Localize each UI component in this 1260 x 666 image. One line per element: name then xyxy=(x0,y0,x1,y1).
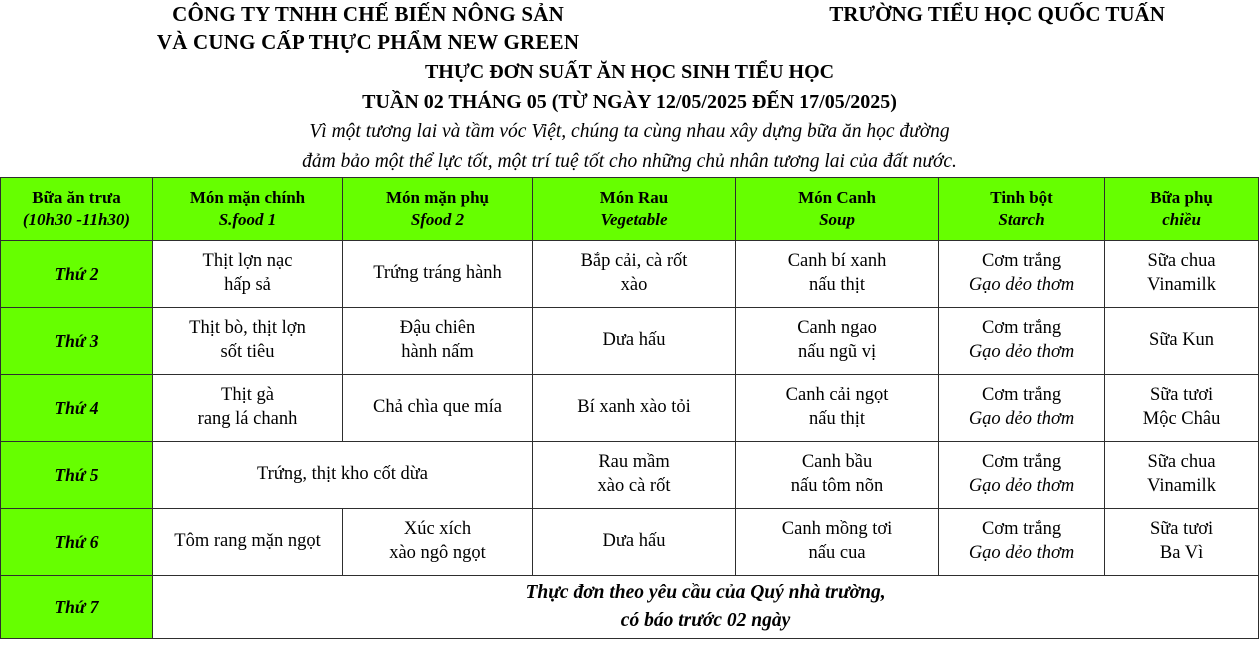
column-header-snack-main: Bữa phụ xyxy=(1150,188,1213,208)
cell-soup: Canh ngao nấu ngũ vị xyxy=(736,308,939,375)
column-header-meal-time-main: Bữa ăn trưa xyxy=(32,188,121,208)
cell-vegetable: Dưa hấu xyxy=(533,509,736,576)
column-header-vegetable-main: Món Rau xyxy=(599,188,669,208)
day-label: Thứ 7 xyxy=(1,576,153,639)
cell-sfood2: Chả chìa que mía xyxy=(343,375,533,442)
cell-vegetable: Bắp cải, cà rốt xào xyxy=(533,241,736,308)
cell-sfood1: Thịt bò, thịt lợn sốt tiêu xyxy=(153,308,343,375)
cell-starch-main: Cơm trắng xyxy=(981,519,1062,540)
column-header-starch xyxy=(939,178,1105,241)
document-title: THỰC ĐƠN SUẤT ĂN HỌC SINH TIỂU HỌC xyxy=(424,60,835,83)
day-label: Thứ 3 xyxy=(1,308,153,375)
column-header-sfood2-sub: Sfood 2 xyxy=(410,210,465,230)
column-header-meal-time-sub: (10h30 -11h30) xyxy=(22,210,131,230)
cell-soup: Canh bí xanh nấu thịt xyxy=(736,241,939,308)
table-row xyxy=(1,509,1259,576)
cell-starch xyxy=(939,308,1105,375)
saturday-note-line1: Thực đơn theo yêu cầu của Quý nhà trường, xyxy=(525,581,886,603)
column-header-snack xyxy=(1105,178,1259,241)
day-label: Thứ 2 xyxy=(1,241,153,308)
cell-soup: Canh cải ngọt nấu thịt xyxy=(736,375,939,442)
school-name: TRƯỜNG TIỂU HỌC QUỐC TUẤN xyxy=(829,2,1165,26)
cell-starch xyxy=(939,442,1105,509)
header-row-company2 xyxy=(1,28,1259,56)
cell-soup: Canh mồng tơi nấu cua xyxy=(736,509,939,576)
cell-snack: Sữa tươi Ba Vì xyxy=(1105,509,1259,576)
saturday-note xyxy=(153,576,1259,639)
cell-starch-sub: Gạo dẻo thơm xyxy=(968,476,1075,497)
cell-sfood1: Tôm rang mặn ngọt xyxy=(153,509,343,576)
column-header-soup xyxy=(736,178,939,241)
cell-main-dish-merged: Trứng, thịt kho cốt dừa xyxy=(153,442,533,509)
saturday-note-line2: có báo trước 02 ngày xyxy=(620,610,791,632)
table-row xyxy=(1,442,1259,509)
cell-soup: Canh bầu nấu tôm nõn xyxy=(736,442,939,509)
cell-starch-sub: Gạo dẻo thơm xyxy=(968,342,1075,363)
cell-snack: Sữa Kun xyxy=(1105,308,1259,375)
cell-starch xyxy=(939,375,1105,442)
column-header-meal-time xyxy=(1,178,153,241)
column-header-vegetable xyxy=(533,178,736,241)
day-label: Thứ 4 xyxy=(1,375,153,442)
cell-starch-sub: Gạo dẻo thơm xyxy=(968,543,1075,564)
day-label: Thứ 6 xyxy=(1,509,153,576)
week-range: TUẦN 02 THÁNG 05 (TỪ NGÀY 12/05/2025 ĐẾN 17/05/2025) xyxy=(362,90,897,113)
slogan-line2: đảm bảo một thể lực tốt, một trí tuệ tốt cho những chủ nhân tương lai của đất nước. xyxy=(302,150,957,172)
cell-snack: Sữa chua Vinamilk xyxy=(1105,442,1259,509)
column-header-sfood2 xyxy=(343,178,533,241)
column-header-sfood1 xyxy=(153,178,343,241)
cell-starch xyxy=(939,241,1105,308)
cell-starch-main: Cơm trắng xyxy=(981,318,1062,339)
company-name-line1: CÔNG TY TNHH CHẾ BIẾN NÔNG SẢN xyxy=(172,2,564,26)
cell-starch-sub: Gạo dẻo thơm xyxy=(968,275,1075,296)
cell-starch-main: Cơm trắng xyxy=(981,452,1062,473)
cell-starch xyxy=(939,509,1105,576)
cell-vegetable: Dưa hấu xyxy=(533,308,736,375)
column-header-starch-sub: Starch xyxy=(998,210,1045,230)
slogan-line1: Vì một tương lai và tầm vóc Việt, chúng ta cùng nhau xây dựng bữa ăn học đường xyxy=(309,120,950,142)
cell-starch-main: Cơm trắng xyxy=(981,385,1062,406)
column-header-vegetable-sub: Vegetable xyxy=(600,210,668,230)
cell-starch-main: Cơm trắng xyxy=(981,251,1062,272)
column-header-sfood2-main: Món mặn phụ xyxy=(386,188,489,208)
cell-vegetable: Bí xanh xào tỏi xyxy=(533,375,736,442)
column-header-starch-main: Tinh bột xyxy=(990,188,1053,208)
cell-sfood1: Thịt gà rang lá chanh xyxy=(153,375,343,442)
column-header-soup-main: Món Canh xyxy=(798,188,877,208)
header-row-company xyxy=(1,0,1259,28)
header-row-week xyxy=(1,87,1259,117)
column-header-sfood1-main: Món mặn chính xyxy=(189,188,306,208)
table-row-saturday xyxy=(1,576,1259,639)
cell-vegetable: Rau mầm xào cà rốt xyxy=(533,442,736,509)
column-header-soup-sub: Soup xyxy=(819,210,855,230)
header-row-slogan xyxy=(1,117,1259,178)
cell-sfood2: Xúc xích xào ngô ngọt xyxy=(343,509,533,576)
header-row-title xyxy=(1,57,1259,87)
table-row xyxy=(1,375,1259,442)
cell-sfood2: Đậu chiên hành nấm xyxy=(343,308,533,375)
slogan xyxy=(1,117,1259,178)
cell-starch-sub: Gạo dẻo thơm xyxy=(968,409,1075,430)
table-row xyxy=(1,241,1259,308)
column-header-snack-sub: chiều xyxy=(1162,210,1201,230)
cell-snack: Sữa tươi Mộc Châu xyxy=(1105,375,1259,442)
table-row xyxy=(1,308,1259,375)
cell-snack: Sữa chua Vinamilk xyxy=(1105,241,1259,308)
table-column-headers xyxy=(1,178,1259,241)
day-label: Thứ 5 xyxy=(1,442,153,509)
header-spacer xyxy=(736,28,1259,56)
cell-sfood1: Thịt lợn nạc hấp sả xyxy=(153,241,343,308)
cell-sfood2: Trứng tráng hành xyxy=(343,241,533,308)
column-header-sfood1-sub: S.food 1 xyxy=(218,210,277,230)
company-name-line2: VÀ CUNG CẤP THỰC PHẨM NEW GREEN xyxy=(156,30,580,55)
